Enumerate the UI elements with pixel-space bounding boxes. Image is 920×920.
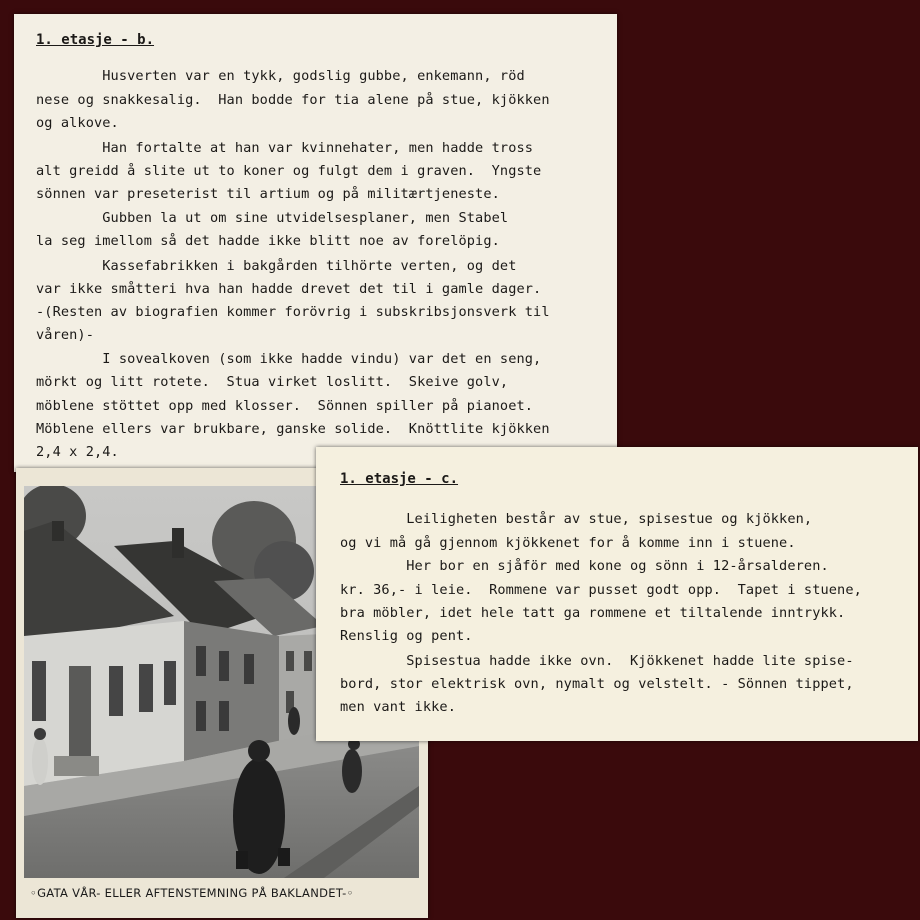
text-line: Her bor en sjåför med kone og sönn i 12-årsalderen. [340, 558, 829, 574]
text-line: sönnen var preseterist til artium og på militærtjeneste. [36, 186, 500, 202]
typed-page-c [316, 447, 918, 741]
typed-page-b [14, 14, 617, 472]
text-line: I sovealkoven (som ikke hadde vindu) var det en seng, [36, 351, 542, 367]
text-line: var ikke småtteri hva han hadde drevet det til i gamle dager. [36, 281, 542, 297]
text-line: alt greidd å slite ut to koner og fulgt dem i graven. Yngste [36, 163, 542, 179]
text-line: bord, stor elektrisk ovn, nymalt og velstelt. - Sönnen tippet, [340, 676, 854, 692]
text-line: men vant ikke. [340, 699, 456, 715]
text-line: la seg imellom så det hadde ikke blitt noe av forelöpig. [36, 233, 500, 249]
text-line: våren)- [36, 327, 94, 343]
photo-caption: ◦GATA VÅR- ELLER AFTENSTEMNING PÅ BAKLANDET-◦ [30, 886, 354, 900]
text-line: -(Resten av biografien kommer forövrig i subskribsjonsverk til [36, 304, 550, 320]
text-line: og vi må gå gjennom kjökkenet for å komme inn i stuene. [340, 535, 796, 551]
text-line: Spisestua hadde ikke ovn. Kjökkenet hadde lite spise- [340, 653, 854, 669]
text-line: Renslig og pent. [340, 628, 473, 644]
text-line: bra möbler, idet hele tatt ga rommene et tiltalende inntrykk. [340, 605, 846, 621]
section-heading-b: 1. etasje - b. [36, 32, 155, 48]
text-line: 2,4 x 2,4. [36, 444, 119, 460]
text-line: Han fortalte at han var kvinnehater, men hadde tross [36, 140, 534, 156]
text-line: mörkt og litt rotete. Stua virket loslitt. Skeive golv, [36, 374, 509, 390]
text-line: Gubben la ut om sine utvidelsesplaner, men Stabel [36, 210, 509, 226]
text-line: Möblene ellers var brukbare, ganske solide. Knöttlite kjökken [36, 421, 550, 437]
text-line: Leiligheten består av stue, spisestue og kjökken, [340, 511, 813, 527]
text-line: og alkove. [36, 115, 119, 131]
text-line: kr. 36,- i leie. Rommene var pusset godt opp. Tapet i stuene, [340, 582, 862, 598]
section-heading-c: 1. etasje - c. [340, 471, 459, 487]
text-line: Kassefabrikken i bakgården tilhörte verten, og det [36, 258, 517, 274]
text-line: Husverten var en tykk, godslig gubbe, enkemann, röd [36, 68, 525, 84]
text-line: nese og snakkesalig. Han bodde for tia alene på stue, kjökken [36, 92, 550, 108]
text-line: möblene stöttet opp med klosser. Sönnen spiller på pianoet. [36, 398, 534, 414]
